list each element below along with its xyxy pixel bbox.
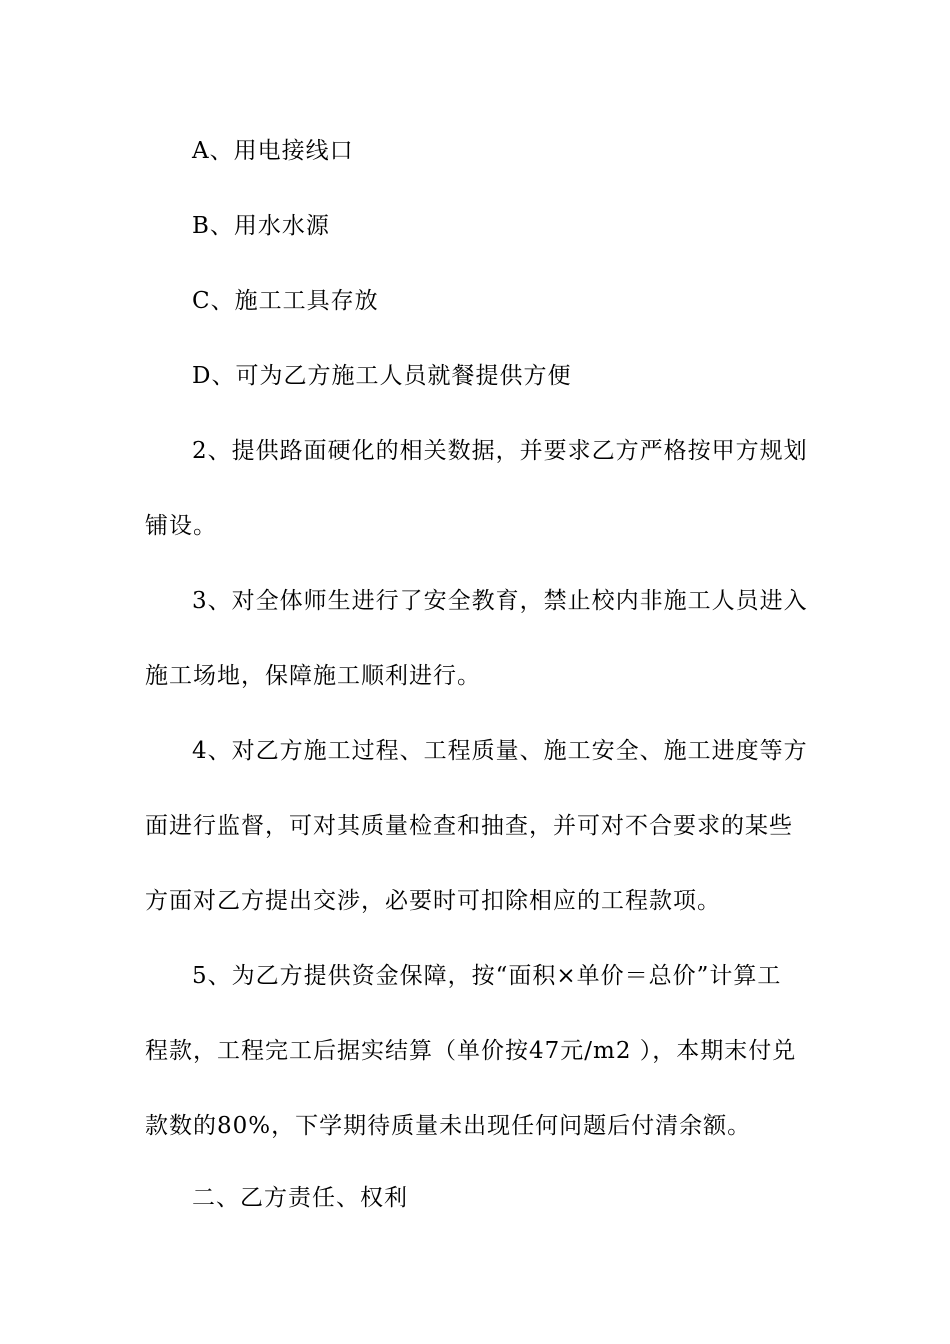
clause-5-line-1: 5、为乙方提供资金保障，按“面积×单价＝总价”计算工 — [192, 963, 782, 989]
clause-5-line-2: 程款，工程完工后据实结算（单价按47元/m2 ），本期末付兑 — [145, 1038, 797, 1064]
clause-4-line-3: 方面对乙方提出交涉，必要时可扣除相应的工程款项。 — [145, 888, 721, 914]
clause-2-line-1: 2、提供路面硬化的相关数据，并要求乙方严格按甲方规划 — [192, 438, 808, 464]
item-d-meal-convenience: D、可为乙方施工人员就餐提供方便 — [192, 363, 572, 389]
clause-2-line-2: 铺设。 — [145, 513, 217, 539]
clause-3-line-1: 3、对全体师生进行了安全教育，禁止校内非施工人员进入 — [192, 588, 808, 614]
section-heading-party-b: 二、乙方责任、权利 — [192, 1185, 408, 1211]
clause-4-line-2: 面进行监督，可对其质量检查和抽查，并可对不合要求的某些 — [145, 813, 793, 839]
item-a-power-connection: A、用电接线口 — [192, 138, 354, 164]
clause-5-line-3: 款数的80%，下学期待质量未出现任何问题后付清余额。 — [145, 1113, 752, 1139]
item-b-water-source: B、用水水源 — [192, 213, 330, 239]
clause-3-line-2: 施工场地，保障施工顺利进行。 — [145, 663, 481, 689]
clause-4-line-1: 4、对乙方施工过程、工程质量、施工安全、施工进度等方 — [192, 738, 808, 764]
item-c-tool-storage: C、施工工具存放 — [192, 288, 379, 314]
